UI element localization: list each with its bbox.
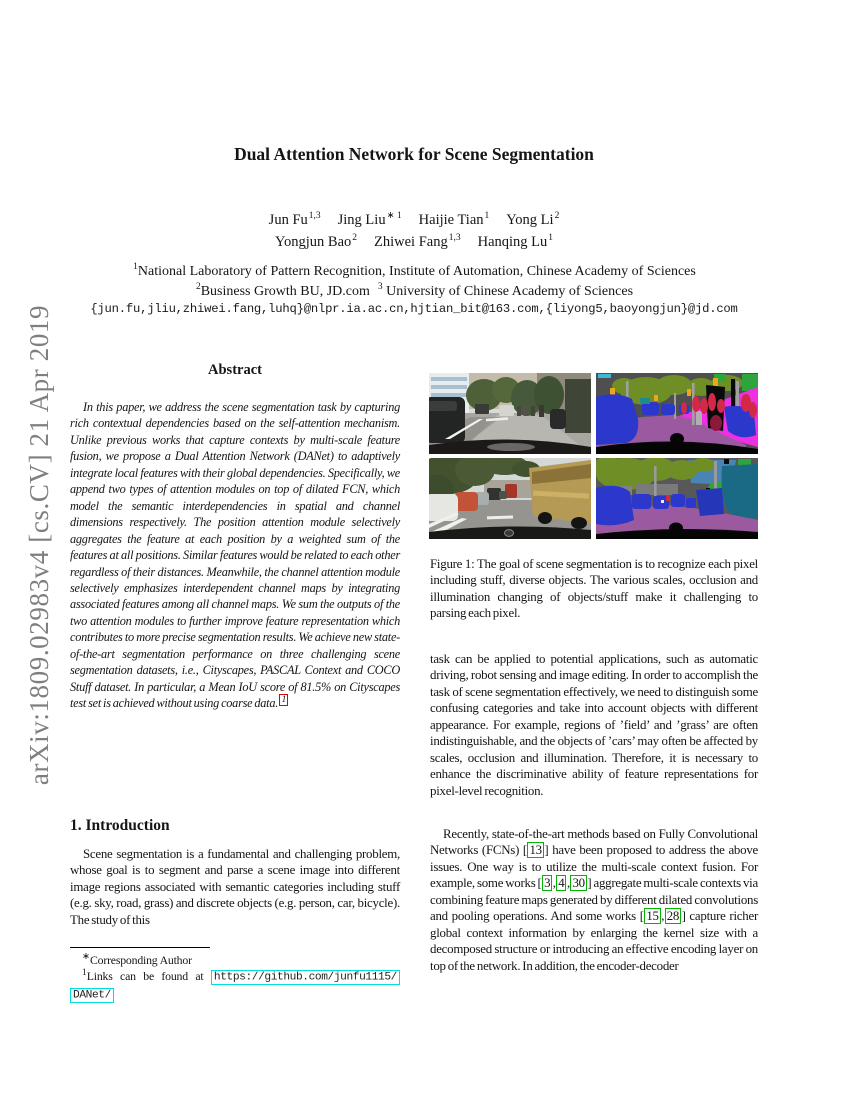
citation-ref[interactable]: 4 <box>558 876 565 891</box>
text-run: , <box>552 876 556 891</box>
citation-ref[interactable]: 13 <box>529 843 542 858</box>
text-run: Corresponding Author <box>89 953 192 967</box>
superscript: ∗ <box>82 952 90 963</box>
text-run: Jun Fu <box>268 212 308 228</box>
authors-line-1 <box>70 209 758 231</box>
affiliation-block <box>70 262 758 302</box>
superscript: 2 <box>195 282 201 293</box>
arxiv-watermark: arXiv:1809.02983v4 [cs.CV] 21 Apr 2019 <box>24 304 54 786</box>
figure-panel-photo-street-2 <box>429 458 591 539</box>
paper-title: Dual Attention Network for Scene Segmentation <box>234 144 594 164</box>
figure-1 <box>429 373 758 539</box>
superscript: 1 <box>82 967 87 978</box>
section-heading-introduction: 1. Introduction <box>70 817 170 834</box>
citation-ref[interactable]: 30 <box>572 876 585 891</box>
superscript: 2 <box>352 233 358 244</box>
citation-ref[interactable]: 3 <box>544 876 551 891</box>
citation-ref[interactable]: 15 <box>646 909 659 924</box>
body-paragraph-2 <box>430 826 758 974</box>
abstract-heading: Abstract <box>208 362 262 378</box>
figure-panel-segmentation-2 <box>596 458 758 539</box>
text-run: ] capture richer global context information by enlarging the kernel size with a decomposed structure or introducing an effective encoding layer on top of the network. In addition, the encoder-decoder <box>430 909 758 973</box>
affiliation-line-2 <box>70 282 758 302</box>
footnote-marker[interactable]: 1 <box>279 694 288 706</box>
email-line: {jun.fu,jliu,zhiwei.fang,luhq}@nlpr.ia.ac.cn,hjtian_bit@163.com,{liyong5,baoyongjun}@jd.com <box>90 302 738 316</box>
abstract-text <box>70 399 400 712</box>
superscript: 1,3 <box>308 211 321 222</box>
superscript: 1 <box>484 211 490 222</box>
text-run: University of Chinese Academy of Sciences <box>382 284 634 299</box>
text-run: Recently, state-of-the-art methods based on Fully Convolutional Networks (FCNs) [ <box>430 827 758 858</box>
intro-paragraph: Scene segmentation is a fundamental and challenging problem, whose goal is to segment and parse a scene image into different image regions associated with semantic categories including stuff (e.g. sky, road, grass) and discrete objects (e.g. person, car, bicycle). The study of this <box>70 847 400 927</box>
body-paragraph-1: task can be applied to potential applications, such as automatic driving, robot sensing and image editing. In order to accomplish the task of scene segmentation effectively, we need to distinguish some confusing categories and take into account objects with different appearance. For example, regions of ’field’ and ’grass’ are often indistinguishable, and the objects of ’cars’ may often be affected by scales, occlusion and illumination. Therefore, it is necessary to enhance the discriminative ability of feature representations for pixel-level recognition. <box>430 652 758 798</box>
text-run: ] have been proposed to address the above issues. One way is to utilize the multi-scale context fusion. For example, some works [ <box>430 843 758 891</box>
authors-line-2 <box>70 231 758 253</box>
link-url[interactable]: https://github.com/junfu1115/ <box>211 970 400 985</box>
text-run: National Laboratory of Pattern Recognition, Institute of Automation, Chinese Academy of Sciences <box>137 264 696 279</box>
figure-panel-segmentation-1 <box>596 373 758 454</box>
text-run: Zhiwei Fang <box>374 234 448 250</box>
text-run: , <box>566 876 570 891</box>
footnote-rule <box>70 947 210 948</box>
text-run: Yongjun Bao <box>274 234 352 250</box>
superscript: 1 <box>133 262 138 273</box>
citation-ref[interactable]: 28 <box>666 909 680 924</box>
footnote-block <box>70 953 400 1004</box>
superscript: 3 <box>377 282 383 293</box>
text-run: Hanqing Lu <box>477 234 548 250</box>
text-run: , <box>661 909 665 924</box>
text-run: ] aggregate multi-scale contexts via combining feature maps generated by different dilated convolutions and pooling operations. And some works [ <box>430 876 758 924</box>
text-run: Links can be found at <box>86 968 211 983</box>
figure-panel-photo-street-1 <box>429 373 591 454</box>
text-run: Yong Li <box>506 212 554 228</box>
link-url[interactable]: DANet/ <box>70 988 114 1003</box>
text-run: Haijie Tian <box>418 212 484 228</box>
footnote-corresponding-author <box>70 953 400 969</box>
text-run: In this paper, we address the scene segmentation task by capturing rich contextual dependencies based on the self-attention mechanism. Unlike previous works that capture contexts by multi-scale feature fusion, we propose a Dual Attention Network (DANet) to adaptively integrate local features with their global dependencies. Specifically, we append two types of attention modules on top of dilated FCN, which model the semantic interdependencies in spatial and channel dimensions respectively. The position attention module selectively aggregates the feature at each position by a weighted sum of the features at all positions. Similar features would be related to each other regardless of their distances. Meanwhile, the channel attention module selectively emphasizes interdependent channel maps by integrating associated features among all channel maps. We sum the outputs of the two attention modules to further improve feature representation which contributes to more precise segmentation results. We achieve new state-of-the-art segmentation performance on three challenging scene segmentation datasets, i.e., Cityscapes, PASCAL Context and COCO Stuff dataset. In particular, a Mean IoU score of 81.5% on Cityscapes test set is achieved without using coarse data. <box>70 400 400 711</box>
affiliation-line-1 <box>70 262 758 282</box>
text-run: Jing Liu <box>337 212 386 228</box>
text-run <box>370 284 377 299</box>
superscript: 1,3 <box>448 233 461 244</box>
author-block <box>70 209 758 253</box>
text-run: Business Growth BU, JD.com <box>200 284 370 299</box>
footnote-links <box>70 969 400 1005</box>
figure-caption: Figure 1: The goal of scene segmentation is to recognize each pixel including stuff, diverse objects. The various scales, occlusion and illumination changing of objects/stuff make it challenging to parsing each pixel. <box>430 557 758 621</box>
superscript: ∗ 1 <box>386 211 402 222</box>
superscript: 1 <box>548 233 554 244</box>
superscript: 2 <box>554 211 560 222</box>
